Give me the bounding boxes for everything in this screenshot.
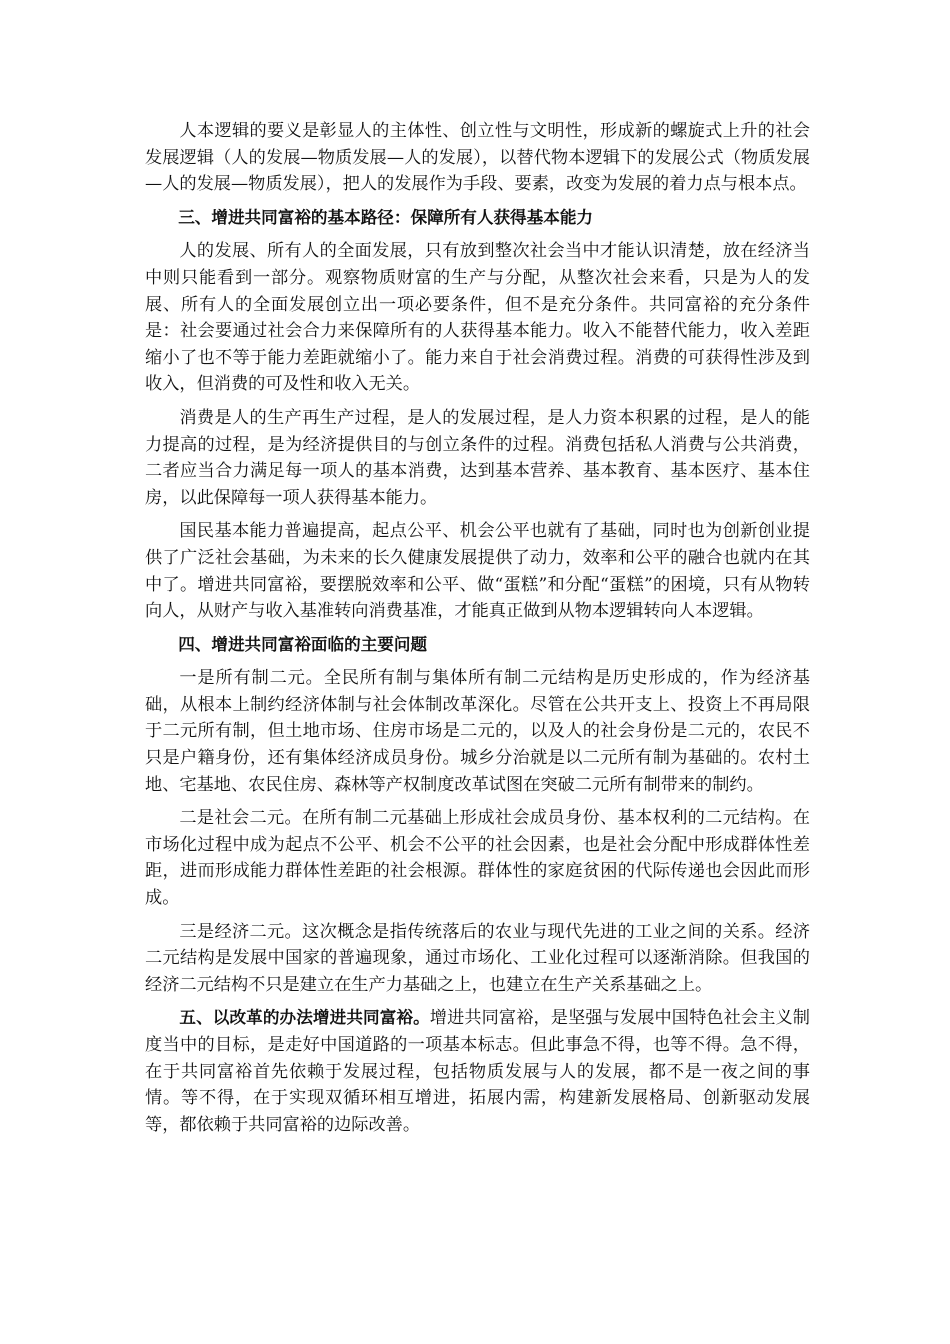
paragraph-consumption: 消费是人的生产再生产过程，是人的发展过程，是人力资本积累的过程，是人的能力提高的过程，是为经济提供目的与创立条件的过程。消费包括私人消费与公共消费，二者应当合力满足每一项人的基本消费，达到基本营养、基本教育、基本医疗、基本住房，以此保障每一项人获得基本能力。 [145,407,810,508]
section-heading-5: 五、以改革的办法增进共同富裕。 [179,1008,430,1028]
paragraph-national-capability: 国民基本能力普遍提高，起点公平、机会公平也就有了基础，同时也为创新创业提供了广泛社会基础，为未来的长久健康发展提供了动力，效率和公平的融合也就内在其中了。增进共同富裕，要摆脱效率和公平、做“蛋糕”和分配“蛋糕”的困境，只有从物转向人，从财产与收入基准转向消费基准，才能真正做到从物本逻辑转向人本逻辑。 [145,521,810,622]
paragraph-human-logic: 人本逻辑的要义是彰显人的主体性、创立性与文明性，形成新的螺旋式上升的社会发展逻辑（人的发展—物质发展—人的发展），以替代物本逻辑下的发展公式（物质发展—人的发展—物质发展），把人的发展作为手段、要素，改变为发展的着力点与根本点。 [145,121,810,195]
document-page [145,118,810,1145]
section-heading-3: 三、增进共同富裕的基本路径：保障所有人获得基本能力 [178,207,594,227]
paragraph-ownership-dual: 一是所有制二元。全民所有制与集体所有制二元结构是历史形成的，作为经济基础，从根本上制约经济体制与社会体制改革深化。尽管在公共开支上、投资上不再局限于二元所有制，但土地市场、住房市场是二元的，以及人的社会身份是二元的，农民不只是户籍身份，还有集体经济成员身份。城乡分治就是以二元所有制为基础的。农村土地、宅基地、农民住房、森林等产权制度改革试图在突破二元所有制带来的制约。 [145,668,810,795]
paragraph-economic-dual: 三是经济二元。这次概念是指传统落后的农业与现代先进的工业之间的关系。经济二元结构是发展中国家的普遍现象，通过市场化、工业化过程可以逐渐消除。但我国的经济二元结构不只是建立在生产力基础之上，也建立在生产关系基础之上。 [145,921,810,995]
section-heading-4: 四、增进共同富裕面临的主要问题 [178,634,428,654]
paragraph-reform-body: 增进共同富裕，是坚强与发展中国特色社会主义制度当中的目标，是走好中国道路的一项基本标志。但此事急不得，也等不得。急不得，在于共同富裕首先依赖于发展过程，包括物质发展与人的发展，都不是一夜之间的事情。等不得，在于实现双循环相互增进，拓展内需，构建新发展格局、创新驱动发展等，都依赖于共同富裕的边际改善。 [145,1008,810,1135]
paragraph-social-dual: 二是社会二元。在所有制二元基础上形成社会成员身份、基本权利的二元结构。在市场化过程中成为起点不公平、机会不公平的社会因素，也是社会分配中形成群体性差距，进而形成能力群体性差距的社会根源。群体性的家庭贫困的代际传递也会因此而形成。 [145,808,810,909]
paragraph-reform [145,1005,810,1138]
paragraph-basic-capability: 人的发展、所有人的全面发展，只有放到整次社会当中才能认识清楚，放在经济当中则只能看到一部分。观察物质财富的生产与分配，从整次社会来看，只是为人的发展、所有人的全面发展创立出一项必要条件，但不是充分条件。共同富裕的充分条件是：社会要通过社会合力来保障所有的人获得基本能力。收入不能替代能力，收入差距缩小了也不等于能力差距就缩小了。能力来自于社会消费过程。消费的可获得性涉及到收入，但消费的可及性和收入无关。 [145,241,810,395]
